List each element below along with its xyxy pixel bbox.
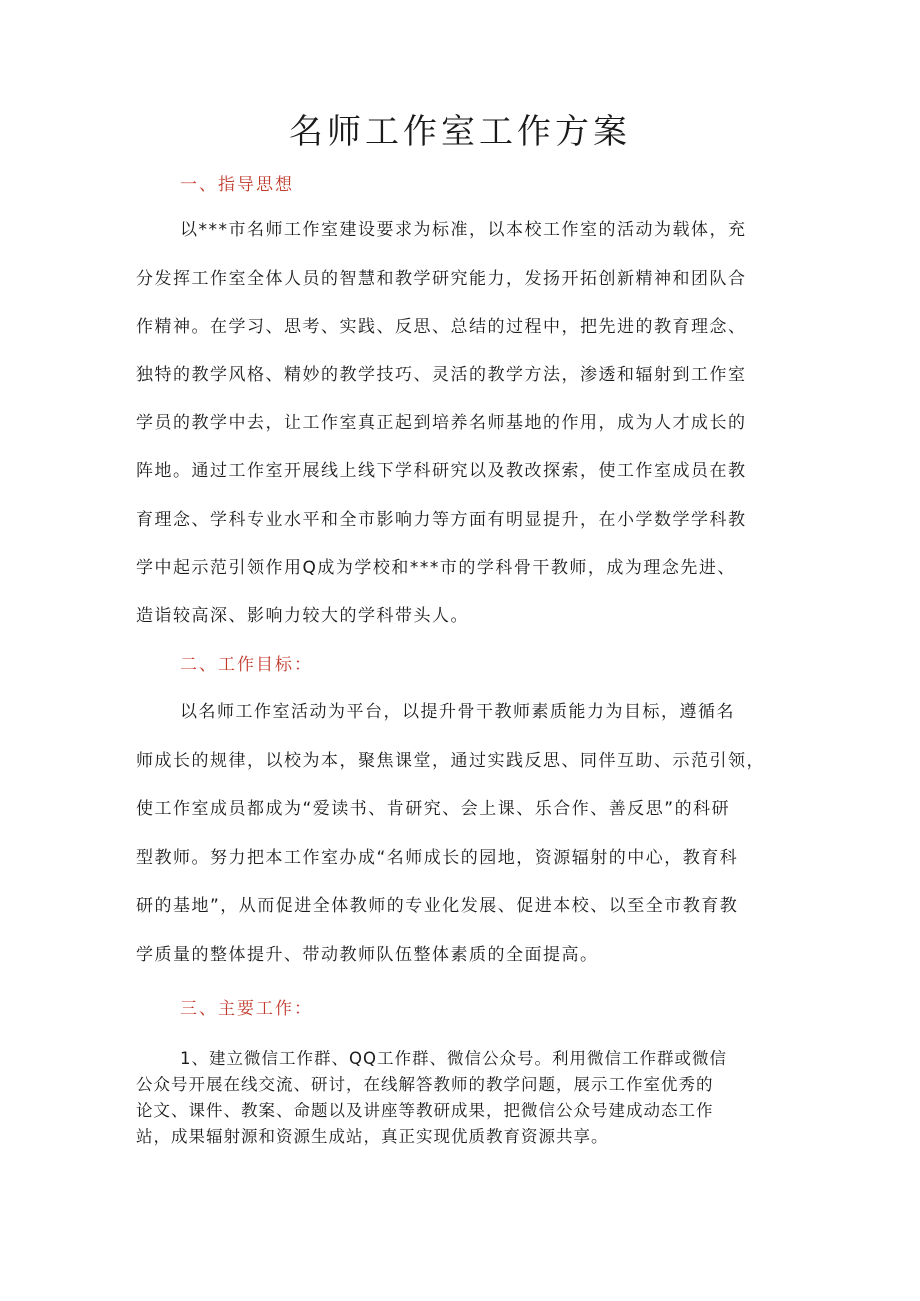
paragraph-line: 学质量的整体提升、带动教师队伍整体素质的全面提高。: [136, 945, 599, 965]
section-heading-work-goals: 二、工作目标：: [180, 655, 313, 675]
paragraph-line: 公众号开展在线交流、研讨，在线解答教师的教学问题，展示工作室优秀的: [136, 1075, 714, 1094]
paragraph-line: 使工作室成员都成为“爱读书、肯研究、会上课、乐合作、善反思”的科研: [136, 799, 731, 819]
paragraph-line: 分发挥工作室全体人员的智慧和教学研究能力，发扬开拓创新精神和团队合: [136, 269, 747, 289]
paragraph-line: 1、建立微信工作群、QQ工作群、微信公众号。利用微信工作群或微信: [180, 1049, 727, 1068]
document-title: 名师工作室工作方案: [289, 112, 631, 152]
paragraph-line: 论文、课件、教案、命题以及讲座等教研成果，把微信公众号建成动态工作: [136, 1101, 714, 1120]
paragraph-line: 站，成果辐射源和资源生成站，真正实现优质教育资源共享。: [136, 1127, 609, 1146]
section-heading-main-work: 三、主要工作：: [180, 999, 313, 1019]
paragraph-line: 阵地。通过工作室开展线上线下学科研究以及教改探索，使工作室成员在教: [136, 461, 747, 481]
paragraph-line: 师成长的规律，以校为本，聚焦课堂，通过实践反思、同伴互助、示范引领，: [136, 751, 765, 771]
paragraph-line: 学员的教学中去，让工作室真正起到培养名师基地的作用，成为人才成长的: [136, 413, 747, 433]
paragraph-line: 以名师工作室活动为平台，以提升骨干教师素质能力为目标，遵循名: [180, 702, 735, 722]
paragraph-line: 作精神。在学习、思考、实践、反思、总结的过程中，把先进的教育理念、: [136, 317, 747, 337]
paragraph-line: 研的基地”，从而促进全体教师的专业化发展、促进本校、以至全市教育教: [136, 896, 739, 916]
paragraph-line: 学中起示范引领作用Q成为学校和***市的学科骨干教师，成为理念先进、: [136, 558, 736, 578]
paragraph-line: 以***市名师工作室建设要求为标准，以本校工作室的活动为载体，充: [180, 220, 747, 240]
paragraph-line: 育理念、学科专业水平和全市影响力等方面有明显提升，在小学数学学科教: [136, 510, 747, 530]
paragraph-line: 型教师。努力把本工作室办成“名师成长的园地，资源辐射的中心，教育科: [136, 848, 739, 868]
paragraph-line: 造诣较高深、影响力较大的学科带头人。: [136, 606, 469, 626]
paragraph-line: 独特的教学风格、精妙的教学技巧、灵活的教学方法，渗透和辐射到工作室: [136, 365, 747, 385]
section-heading-guiding-ideology: 一、指导思想: [180, 175, 294, 195]
